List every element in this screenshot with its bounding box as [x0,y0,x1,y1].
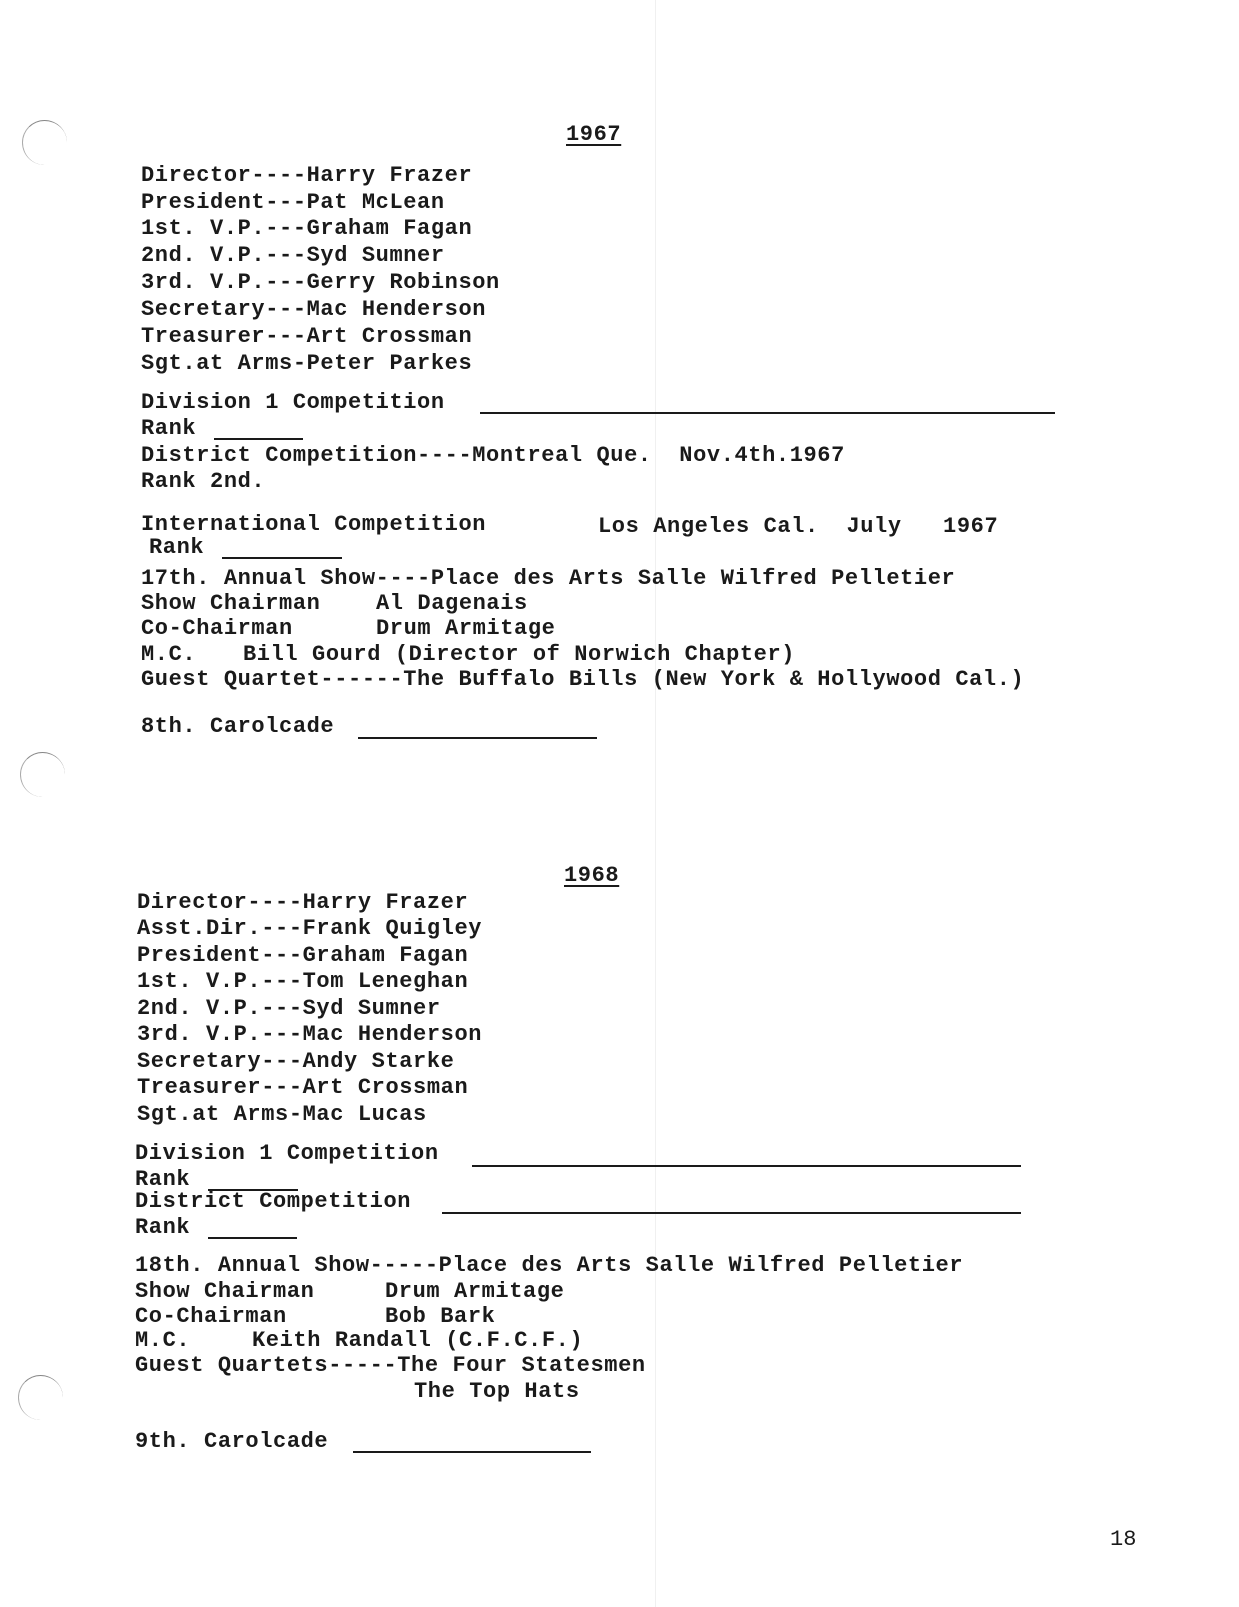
rank-label: Rank [135,1167,191,1192]
division-competition-label: Division 1 Competition [141,390,445,415]
officer-line: 1st. V.P.---Graham Fagan [141,216,473,241]
officer-line: 3rd. V.P.---Mac Henderson [137,1022,483,1047]
year-heading-1968: 1968 [564,863,620,888]
officer-line: Director----Harry Frazer [137,890,469,915]
officer-line: Secretary---Mac Henderson [141,297,487,322]
international-rank-blank [222,557,342,559]
district-result-blank [442,1212,1021,1214]
officer-line: Sgt.at Arms-Peter Parkes [141,351,473,376]
officer-line: 2nd. V.P.---Syd Sumner [137,996,441,1021]
mc-name: Keith Randall (C.F.C.F.) [252,1328,584,1353]
district-rank-label: Rank [135,1215,191,1240]
officer-line: Asst.Dir.---Frank Quigley [137,916,483,941]
officer-line: 1st. V.P.---Tom Leneghan [137,969,469,994]
rank-blank [214,438,303,440]
punch-hole-top [22,120,67,165]
officer-line: Sgt.at Arms-Mac Lucas [137,1102,427,1127]
annual-show-line: 17th. Annual Show----Place des Arts Salle Wilfred Pelletier [141,566,956,591]
page-crease [655,0,656,1607]
guest-quartets-line-2: The Top Hats [414,1379,580,1404]
officer-line: Director----Harry Frazer [141,163,473,188]
guest-quartet-line: Guest Quartet------The Buffalo Bills (New York & Hollywood Cal.) [141,667,1025,692]
carolcade-blank [353,1451,591,1453]
carolcade-blank [358,737,597,739]
punch-hole-bottom [18,1375,63,1420]
show-chairman-name: Al Dagenais [376,591,528,616]
officer-line: 2nd. V.P.---Syd Sumner [141,243,445,268]
officer-line: Treasurer---Art Crossman [141,324,473,349]
page-number: 18 [1110,1527,1137,1552]
co-chairman-name: Bob Bark [385,1304,496,1329]
co-chairman-label: Co-Chairman [135,1304,287,1329]
international-rank-label: Rank [149,535,205,560]
punch-hole-middle [20,752,65,797]
annual-show-line: 18th. Annual Show-----Place des Arts Salle Wilfred Pelletier [135,1253,964,1278]
carolcade-label: 8th. Carolcade [141,714,335,739]
mc-name: Bill Gourd (Director of Norwich Chapter) [243,642,796,667]
district-competition-line: District Competition----Montreal Que. Nov.4th.1967 [141,443,845,468]
district-competition-label: District Competition [135,1189,412,1214]
international-competition-place: Los Angeles Cal. July 1967 [598,514,999,539]
division-result-blank [472,1165,1021,1167]
show-chairman-name: Drum Armitage [385,1279,565,1304]
officer-line: Secretary---Andy Starke [137,1049,455,1074]
guest-quartets-line: Guest Quartets-----The Four Statesmen [135,1353,646,1378]
rank-label: Rank [141,416,197,441]
year-heading-1967: 1967 [566,122,622,147]
district-rank-blank [208,1237,297,1239]
show-chairman-label: Show Chairman [135,1279,315,1304]
officer-line: President---Pat McLean [141,190,445,215]
division-competition-label: Division 1 Competition [135,1141,439,1166]
mc-label: M.C. [135,1328,191,1353]
officer-line: 3rd. V.P.---Gerry Robinson [141,270,500,295]
show-chairman-label: Show Chairman [141,591,321,616]
division-result-blank [480,412,1055,414]
officer-line: Treasurer---Art Crossman [137,1075,469,1100]
international-competition-label: International Competition [141,512,487,537]
co-chairman-label: Co-Chairman [141,616,293,641]
officer-line: President---Graham Fagan [137,943,469,968]
district-rank: Rank 2nd. [141,469,266,494]
carolcade-label: 9th. Carolcade [135,1429,329,1454]
mc-label: M.C. [141,642,197,667]
co-chairman-name: Drum Armitage [376,616,556,641]
